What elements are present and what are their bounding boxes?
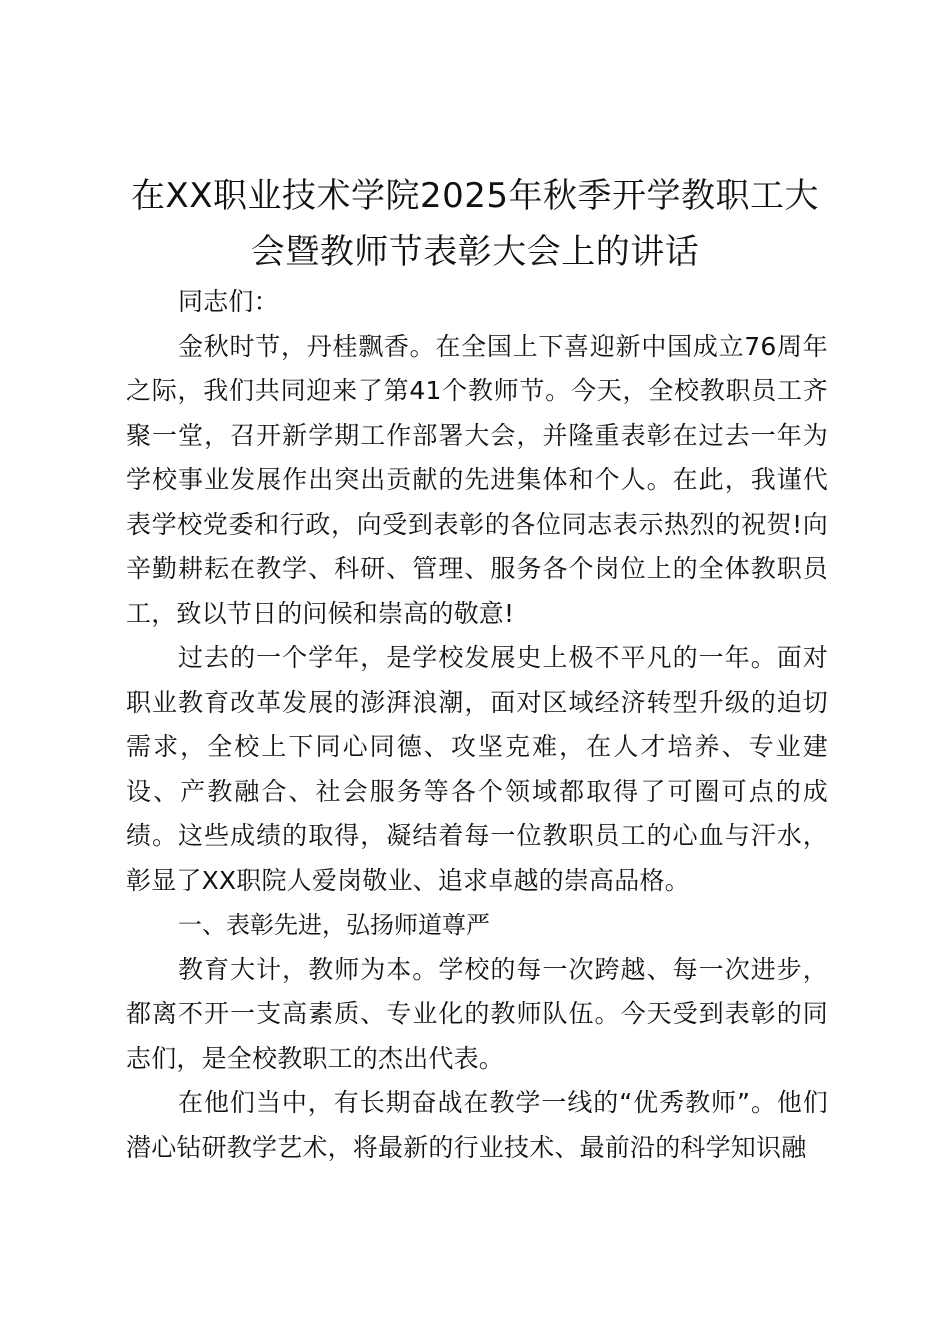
document-body [126,280,828,1170]
paragraph: 在他们当中，有长期奋战在教学一线的“优秀教师”。他们潜心钻研教学艺术，将最新的行业技术、最前沿的科学知识融 [126,1088,828,1162]
section-heading: 一、表彰先进，弘扬师道尊严 [178,911,490,939]
paragraph: 教育大计，教师为本。学校的每一次跨越、每一次进步，都离不开一支高素质、专业化的教师队伍。今天受到表彰的同志们，是全校教职工的杰出代表。 [126,954,828,1073]
document-title: 在XX职业技术学院2025年秋季开学教职工大会暨教师节表彰大会上的讲话 [130,176,820,272]
salutation: 同志们： [178,287,279,316]
paragraph: 过去的一个学年，是学校发展史上极不平凡的一年。面对职业教育改革发展的澎湃浪潮，面对区域经济转型升级的迫切需求，全校上下同心同德、攻坚克难，在人才培养、专业建设、产教融合、社会服务等各个领域都取得了可圈可点的成绩。这些成绩的取得，凝结着每一位教职员工的心血与汗水，彰显了XX职院人爱岗敬业、追求卓越的崇高品格。 [126,643,828,895]
paragraph: 金秋时节，丹桂飘香。在全国上下喜迎新中国成立76周年之际，我们共同迎来了第41个教师节。今天，全校教职员工齐聚一堂，召开新学期工作部署大会，并隆重表彰在过去一年为学校事业发展作出突出贡献的先进集体和个人。在此，我谨代表学校党委和行政，向受到表彰的各位同志表示热烈的祝贺!向辛勤耕耘在教学、科研、管理、服务各个岗位上的全体教职员工，致以节日的问候和崇高的敬意! [126,331,828,628]
